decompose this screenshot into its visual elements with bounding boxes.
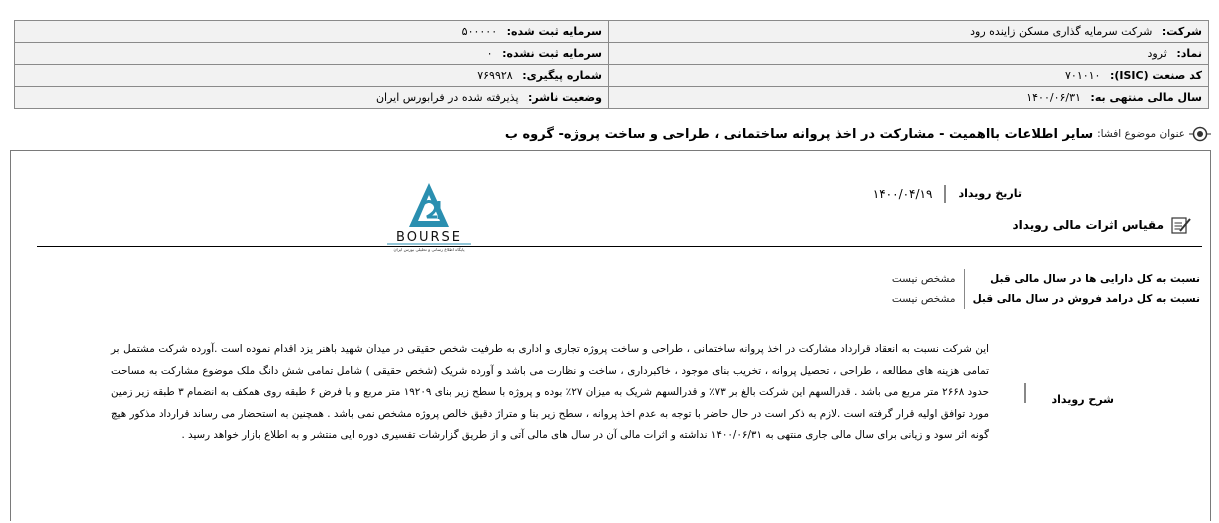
capital-unregistered-cell xyxy=(15,43,609,65)
event-description-text: این شرکت نسبت به انعقاد قرارداد مشارکت در اخذ پروانه ساختمانی ، طراحی و ساخت پروژه تجاری و اداری به طرفیت شخص حقیقی در میدان شهید باهنر یزد اقدام نموده است .آورده شرکت مشتمل بر تمامی هزینه های مطالعه ، طراحی ، تحصیل پروانه ، تخریب بنای موجود ، خاکبرداری ، ساخت و نظارت می باشد و آورده شریک (شخص حقیقی ) شامل تمامی شش دانگ ملک موضوع مشارکت به مساحت حدود ۲۶۶۸ متر مربع می باشد . قدرالسهم این شرکت بالغ بر ۷۳٪ و قدرالسهم شریک به میزان ۲۷٪ بوده و پروژه با سطح زیر بنای ۱۹۲۰۹ متر مربع و با فرض ۶ طبقه روی همکف به انضمام ۳ طبقه زیر زمین مورد توافق اولیه قرار گرفته است .لازم به ذکر است در حال حاضر با توجه به عدم اخذ پروانه ، سطح زیر بنا و متراژ دقیق خالص پروژه مشخص نمی باشد . همچنین به استحضار می رساند قرارداد مذکور هیچ گونه اثر سود و زیانی برای سال مالی جاری منتهی به ۱۴۰۰/۰۶/۳۱ نداشته و اثرات مالی آن در سال های مالی آتی و از طریق گزارشات تفسیری دوره ایی منتشر و به اطلاع بازار خواهد رسید . xyxy=(111,343,989,441)
info-row xyxy=(15,65,1209,87)
event-date-value: ۱۴۰۰/۰۴/۱۹ xyxy=(872,187,933,201)
capital-registered-label: سرمایه ثبت شده: xyxy=(506,25,602,38)
symbol-value: ثرود xyxy=(1147,47,1167,60)
subject-label: عنوان موضوع افشا: xyxy=(1097,128,1185,140)
section-title-text: مقیاس اثرات مالی رویداد xyxy=(1012,218,1164,232)
tracking-value: ۷۶۹۹۲۸ xyxy=(477,69,513,82)
subject-title: سایر اطلاعات بااهمیت - مشارکت در اخذ پروانه ساختمانی ، طراحی و ساخت پروژه- گروه ب xyxy=(504,126,1094,142)
capital-registered-value: ۵۰۰۰۰۰ xyxy=(461,25,498,38)
symbol-cell xyxy=(609,43,1209,65)
company-info-table xyxy=(14,20,1209,109)
event-panel xyxy=(10,150,1211,521)
financial-effects-section-title xyxy=(1013,215,1192,235)
fiscal-year-value: ۱۴۰۰/۰۶/۳۱ xyxy=(1026,91,1081,104)
company-cell xyxy=(609,21,1209,43)
ratio-assets-value: مشخص نیست xyxy=(891,273,956,285)
capital-registered-cell xyxy=(15,21,609,43)
tracking-label: شماره پیگیری: xyxy=(522,69,602,82)
capital-unregistered-label: سرمایه ثبت نشده: xyxy=(502,47,602,60)
isic-label: کد صنعت (ISIC): xyxy=(1109,69,1202,82)
ratio-sales-value: مشخص نیست xyxy=(891,293,956,305)
publisher-status-cell xyxy=(15,87,609,109)
ratio-assets-label: نسبت به کل دارایی ها در سال مالی قبل xyxy=(964,269,1200,289)
fiscal-year-label: سال مالی منتهی به: xyxy=(1090,91,1202,104)
publisher-status-value: پذیرفته شده در فرابورس ایران xyxy=(375,91,519,104)
isic-value: ۷۰۱۰۱۰ xyxy=(1065,69,1101,82)
bourse-logo xyxy=(379,181,479,253)
isic-cell xyxy=(609,65,1209,87)
tracking-cell xyxy=(15,65,609,87)
event-date-label: تاریخ رویداد xyxy=(944,185,1022,203)
fiscal-year-cell xyxy=(609,87,1209,109)
capital-unregistered-value: ۰ xyxy=(486,47,493,60)
logo-caption: پایگاه اطلاع رسانی و تحلیلی بورس ایران xyxy=(393,247,465,252)
event-date-row xyxy=(873,185,1022,203)
info-row xyxy=(15,87,1209,109)
symbol-label: نماد: xyxy=(1176,47,1202,60)
logo-text: BOURSE xyxy=(396,230,462,245)
section-divider xyxy=(37,246,1202,247)
ratio-sales-label: نسبت به کل درامد فروش در سال مالی قبل xyxy=(964,289,1200,309)
info-row xyxy=(15,43,1209,65)
publisher-status-label: وضعیت ناشر: xyxy=(528,91,602,104)
event-description-label: شرح رویداد xyxy=(1051,393,1114,406)
document-pen-icon xyxy=(1170,215,1192,235)
ratio-row xyxy=(892,289,1200,309)
target-bullet-icon xyxy=(1189,124,1211,144)
ratio-table xyxy=(892,269,1200,309)
company-value: شرکت سرمایه گذاری مسکن زاینده رود xyxy=(970,25,1153,38)
description-divider xyxy=(1024,383,1026,403)
company-label: شرکت: xyxy=(1161,25,1202,38)
ratio-row xyxy=(892,269,1200,289)
disclosure-subject xyxy=(505,124,1211,144)
info-row xyxy=(15,21,1209,43)
